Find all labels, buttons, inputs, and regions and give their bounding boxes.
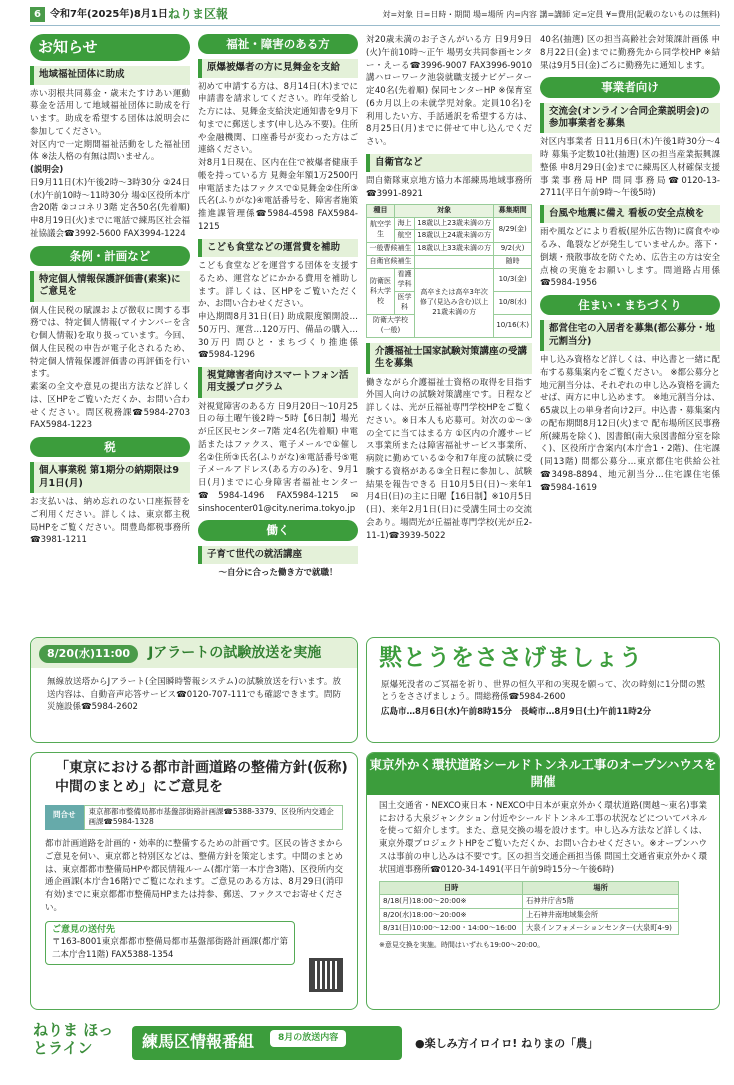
table-cell: 9/2(火)	[494, 243, 532, 256]
table-cell: 18歳以上24歳未満の方	[414, 230, 493, 243]
column-3	[366, 34, 532, 542]
table-header: 種目	[367, 204, 395, 217]
table-row	[367, 269, 532, 292]
footer-brand: ねりま ほっとライン	[33, 1021, 114, 1057]
article-body: 働きながら介護福祉士資格の取得を目指す外国人向けの試験対策講座です。日程など詳しくは、光が丘福祉専門学校HPをご覧ください。※日本人も応募可。対次の①～③の全てに当てはまる方 ①区内の介護サービス事業所または障害福祉サービス事業所、病院に勤めている②令和7年度の試験に受験する資格がある③全日程に参加し、試験結果を報告できる 日10月5日(日)～来年1月4日(日)の主に日曜【16日制】※10月5日(日)、来年2月1日(日)に受講生同士の交流会あり。場問光が丘福祉専門学校(光が丘2-11-1)☎3939-5022	[366, 377, 532, 541]
table-cell: 航空学生	[367, 217, 395, 243]
send-body: 〒163-8001東京都都市整備局都市基盤部街路計画課(都庁第二本庁舎11階) FAX5388-1354	[52, 937, 288, 961]
footer-tag: 8月の放送内容	[270, 1030, 346, 1047]
article-title: 都営住宅の入居者を募集(都公募分・地元割当分)	[540, 320, 720, 351]
article-body: 初めて申請する方は、8月14日(木)までに申請書を請求してください。昨年受給した方には、見舞金支給決定通知書を9月下旬までに郵送します(申し込み不要)。住所や金融機関、口座番号が変わった方はご連絡ください。	[198, 81, 358, 156]
inquiry-label: 問合せ	[45, 805, 84, 830]
table-cell: 海上	[394, 217, 414, 230]
open-house-table	[379, 881, 679, 935]
article-body: 対視覚障害のある方 日9月20日～10月25日の毎土曜午後2時～5時【6日制】場光が丘区民センター7階 定4名(先着順) 申電話またはファクス、電子メールで①催し名②住所③氏名(ふりがな)④電話番号⑤電子メールアドレス(ある方のみ)を、9月1日(月)までに心身障害者福祉センター☎5984-1496 FAX5984-1215 ✉sinshocenter01@city.nerima.tokyo.jp	[198, 401, 358, 514]
table-header: 募集期間	[494, 204, 532, 217]
open-house-body: 国土交通省・NEXCO東日本・NEXCO中日本が東京外かく環状道路(関越～東名)事業における大泉ジャンクション付近やシールドトンネル工事の状況などについてパネルを使って紹介します。また、意見交換の場を設けます。申し込み方法など詳しくは、東京外環プロジェクトHPをご覧いただくか、お問い合わせください。※オープンハウスは事前の申し込みは不要です。区の担当交通企画担当係 問国土交通省東京外かく環状国道事務所☎0120-34-1491(平日午前9時15分～午後6時)	[379, 800, 707, 875]
article-title: 介護福祉士国家試験対策講座の受講生を募集	[366, 343, 532, 374]
footer-banner	[30, 1018, 720, 1068]
table-row	[367, 217, 532, 230]
article-title: 台風や地震に備え 看板の安全点検を	[540, 205, 720, 223]
article-body: 40名(抽選) 区の担当高齢社会対策課計画係 申8月22日(金)までに勤務先から同学校HP ※結果は9月5日(金)ごろに勤務先に通知します。	[540, 35, 720, 71]
table-cell: 18歳以上23歳未満の方	[414, 217, 493, 230]
road-plan-title: 「東京における都市計画道路の整備方針(仮称)中間のまとめ」にご意見を	[55, 760, 348, 795]
footer-program-name: 練馬区情報番組	[132, 1026, 402, 1060]
table-cell: 10/3(金)	[494, 269, 532, 292]
open-house-title: 東京外かく環状道路シールドトンネル工事のオープンハウスを開催	[367, 753, 719, 795]
article-body: 対区内事業者 日11月6日(木)午後1時30分～4時 募集予定数10社(抽選) 区の担当産業振興課整係 申8月29日(金)までに練馬区人材確保支援事業事務局HP 問同事務局☎0120-13-2711(平日午前9時～午後5時)	[540, 137, 720, 199]
article-body: こども食堂などを運営する団体を支援するため、運営などにかかる費用を補助します。詳しくは、区HPをご覧いただくか、お問い合わせください。	[198, 261, 358, 310]
article-subtitle: ～自分に合った働き方で就職！	[218, 568, 338, 579]
table-cell: 大泉インフォメーションセンター(大泉町4-9)	[523, 921, 679, 934]
table-cell: 8/29(金)	[494, 217, 532, 243]
road-plan-box	[30, 752, 358, 1010]
article-title: 子育て世代の就活講座	[198, 546, 358, 564]
open-house-box	[366, 752, 720, 1010]
table-row	[380, 921, 679, 934]
jalert-time: 8/20(水)11:00	[39, 645, 138, 663]
article-body: 個人住民税の賦課および徴収に関する事務では、特定個人情報(マイナンバーを含む個人情報)を取り扱っています。今回、個人住民税の申告が電子化されるため、特定個人情報保護評価書の再評価を行います。	[30, 305, 190, 380]
send-box	[45, 921, 295, 965]
newsletter-logo: ねりま区報	[168, 7, 229, 21]
article-body: 対20歳未満のお子さんがいる方 日9月9日(火)午前10時～正午 場男女共同参画センター・えーる☎3996-9007 FAX3996-9010 講ハローワーク池袋就職支援ナビゲーター 定40名(先着順) 保同センターHP ※保育室(6カ月以上の未就学児対象。定員10名)を利用したい方、手話通訳を希望する方は、8月25日(月)までに併せて申し込んでください。	[366, 35, 532, 147]
inquiry-value: 東京都都市整備局都市基盤部街路計画課☎5388-3379、区役所内交通企画課☎5984-1328	[84, 805, 344, 830]
open-house-note: ※意見交換を実施。時間はいずれも19:00～20:00。	[379, 941, 545, 950]
recruitment-table	[366, 204, 532, 338]
table-cell: 8/18(月)18:00～20:00※	[380, 895, 523, 908]
article-subheading: (説明会)	[30, 165, 64, 176]
section-title-work: 働く	[198, 520, 358, 540]
footer-topic: ●楽しみ方イロイロ! ねりまの「農」	[415, 1037, 599, 1050]
table-cell: 10/8(水)	[494, 292, 532, 315]
send-title: ご意見の送付先	[52, 924, 116, 935]
table-cell: 防衛医科大学校	[367, 269, 395, 315]
article-title: 個人事業税 第1期分の納期限は9月1日(月)	[30, 462, 190, 493]
section-title-housing: 住まい・まちづくり	[540, 295, 720, 315]
mokuto-body: 原爆死没者のご冥福を祈り、世界の恒久平和の実現を願って、次の時刻に1分間の黙とうをささげましょう。問総務係☎5984-2600	[381, 679, 705, 703]
table-cell: 看護学科	[394, 269, 414, 292]
section-title-ordinances: 条例・計画など	[30, 246, 190, 266]
article-title: 交流会(オンライン合同企業説明会)の参加事業者を募集	[540, 103, 720, 134]
table-cell: 医学科	[394, 292, 414, 315]
table-cell: 石神井庁舎5階	[523, 895, 679, 908]
article-body: 申し込み資格など詳しくは、申込書と一緒に配布する募集案内をご覧ください。 ※都公募分と地元割当分は、それぞれの申し込み資格を満たせば、両方に申し込めます。 ※地元割当分は、65歳以上の単身者向け2戸。申込書・募集案内の配布期間8月12日(火)まで 配布場所区民事務所(練馬を除く)、図書館(南大泉図書館分室を除く)、区役所庁舎案内(本庁舎1・2階)、住宅課(同13階) 問都公募分…東京都住宅供給公社☎3498-8894、地元割当分…住宅課住宅係☎5984-1619	[540, 355, 720, 493]
table-cell: 随時	[494, 256, 532, 269]
column-1	[30, 34, 190, 547]
article-title: 特定個人情報保護評価書(素案)にご意見を	[30, 271, 190, 302]
jalert-body: 無線放送塔からJアラート(全国瞬時警報システム)の試験放送を行います。放送内容は、自動音声応答サービス☎0120-707-111でも確認できます。問防災施設係☎5984-2602	[47, 676, 341, 713]
table-header: 対象	[394, 204, 493, 217]
article-body: 赤い羽根共同募金・歳末たすけあい運動募金を活用して地域福祉団体に助成を行います。助成を希望する団体は説明会に参加してください。	[30, 88, 190, 137]
table-header: 場所	[523, 882, 679, 895]
section-title-welfare: 福祉・障害のある方	[198, 34, 358, 54]
table-cell: 18歳以上33歳未満の方	[414, 243, 493, 256]
article-title: 自衛官など	[366, 154, 532, 172]
table-cell: 10/16(木)	[494, 315, 532, 338]
table-cell: 航空	[394, 230, 414, 243]
table-row	[367, 256, 532, 269]
article-body: お支払いは、納め忘れのない口座振替をご利用ください。詳しくは、東京都主税局HPをご覧ください。問豊島都税事務所☎3981-1211	[30, 497, 190, 546]
table-cell: 自衛官候補生	[367, 256, 415, 269]
jalert-header	[31, 638, 357, 668]
issue-date: 令和7年(2025年)8月1日	[50, 9, 168, 20]
table-cell: 8/20(水)18:00～20:00※	[380, 908, 523, 921]
section-title-notices: お知らせ	[30, 34, 190, 61]
road-plan-body: 都市計画道路を計画的・効率的に整備するための計画です。区民の皆さまからご意見を伺い、東京都と特別区などは、整備方針を策定します。中間のまとめは、東京都都市整備局HPや都民情報ルーム(都庁第一本庁舎3階)、区役所内交通企画課(本庁舎16階)でご覧になれます。ご意見のある方は、8月29日(消印有効)までに東京都都市整備局HPまたは持参、郵送、ファクスでお寄せください。	[45, 839, 343, 913]
section-title-business: 事業者向け	[540, 77, 720, 97]
table-row	[380, 895, 679, 908]
article-body: 素案の全文や意見の提出方法など詳しくは、区HPをご覧いただくか、お問い合わせください。問区税務課☎5984-2703 FAX5984-1223	[30, 382, 190, 431]
article-body: 問自衛隊東京地方協力本部練馬地域事務所☎3991-8921	[366, 176, 532, 199]
article-body: 雨や風などにより看板(屋外広告物)に腐食やゆるみ、亀裂などが発生していませんか。落下・倒壊・飛散事故を防ぐため、広告主の方は安全点検の実施をお願いします。問道路占用係☎5984-1956	[540, 227, 720, 289]
table-cell: 一般曹候補生	[367, 243, 415, 256]
section-title-tax: 税	[30, 437, 190, 457]
article-body: 対8月1日現在、区内在住で被爆者健康手帳を持っている方 見舞金年額1万2500円 申電話またはファクスで①見舞金②住所③氏名(ふりがな)④電話番号を、障害者施策推進課管理係☎5984-4598 FAX5984-1215	[198, 158, 358, 232]
qr-code-icon	[309, 958, 343, 992]
table-header: 日時	[380, 882, 523, 895]
mokuto-box	[366, 637, 720, 743]
page-number: 6	[30, 7, 45, 22]
column-2	[198, 34, 358, 580]
table-row	[367, 243, 532, 256]
article-body: 対区内で一定期間福祉活動をした福祉団体 ※法人格の有無は問いません。	[30, 139, 190, 163]
article-body: 申込期間8月31日(日) 助成限度額開設…50万円、運営…120万円、備品の購入…30万円 問ひと・まちづくり推進係☎5984-1296	[198, 312, 358, 361]
article-title: 地域福祉団体に助成	[30, 66, 190, 84]
table-cell: 8/31(日)10:00～12:00・14:00～16:00	[380, 921, 523, 934]
article-title: こども食堂などの運営費を補助	[198, 239, 358, 257]
table-cell: 高卒または高卒3年次修了(見込み含む)以上21歳未満の方	[414, 269, 493, 338]
article-title: 視覚障害者向けスマートフォン活用支援プログラム	[198, 367, 358, 398]
inquiry-row	[45, 805, 343, 830]
table-cell: 上石神井南地域集会所	[523, 908, 679, 921]
jalert-box	[30, 637, 358, 743]
column-4	[540, 34, 720, 494]
symbol-legend: 対=対象 日=日時・期間 場=場所 内=内容 講=講師 定=定員 ¥=費用(記載のないものは無料)	[382, 10, 720, 19]
mokuto-times: 広島市…8月6日(水)午前8時15分 長崎市…8月9日(土)午前11時2分	[381, 707, 652, 718]
article-title: 原爆被爆者の方に見舞金を支給	[198, 59, 358, 77]
table-cell: 防衛大学校(一般)	[367, 315, 415, 338]
jalert-title: Jアラートの試験放送を実施	[148, 645, 322, 661]
page-header	[30, 4, 720, 26]
mokuto-title: 黙とうをささげましょう	[379, 645, 643, 671]
table-row	[380, 908, 679, 921]
table-cell	[414, 256, 493, 269]
article-body: 日9月11日(木)午後2時～3時30分 ②24日(水)午前10時～11時30分 場①区役所本庁舎20階 ②ココネリ3階 定各50名(先着順) 申8月19日(火)までに電話で練馬区社会福祉協議会☎3992-5600 FAX3994-1224	[30, 177, 190, 239]
